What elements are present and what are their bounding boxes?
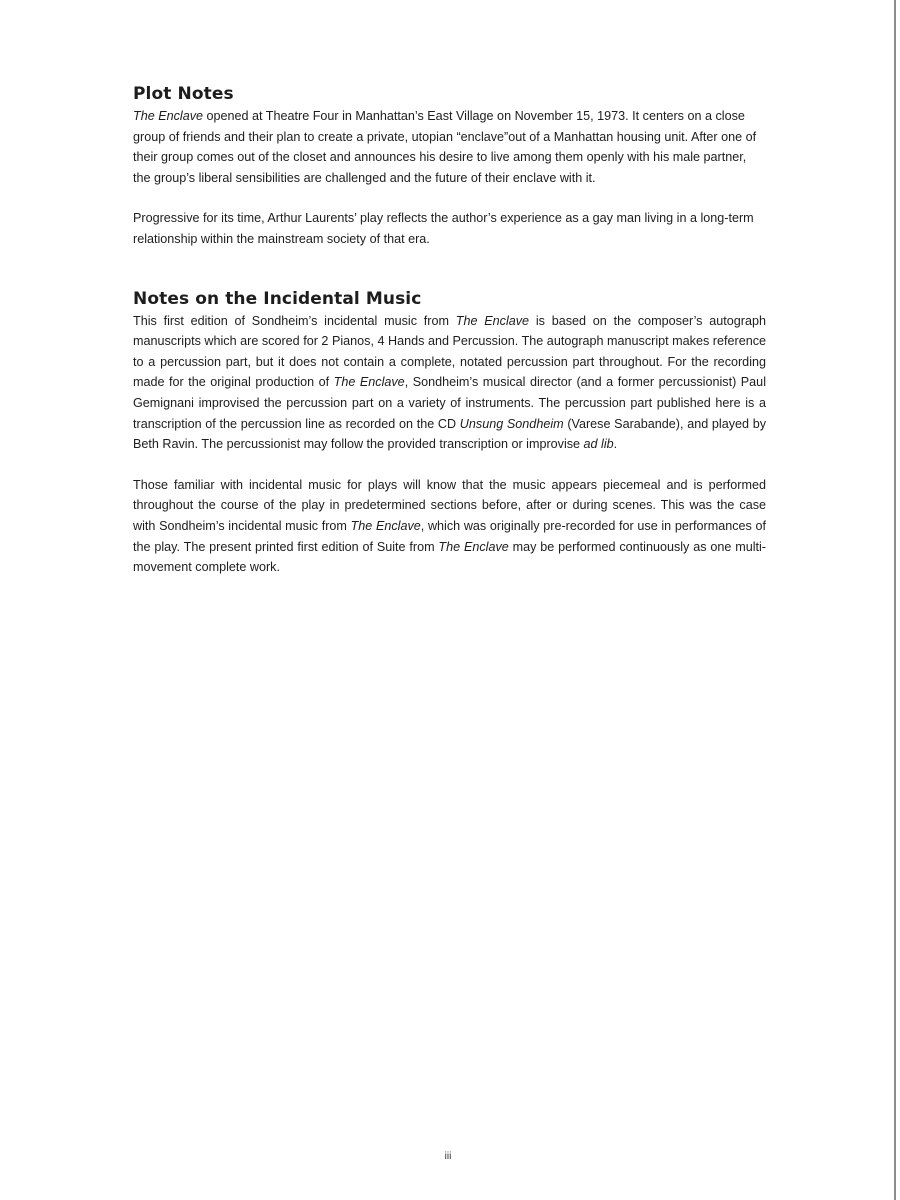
- text-run: may be performed continuously as one multi-movement complete work.: [133, 539, 766, 575]
- text-run: Those familiar with incidental music for plays will know that the music appears piecemeal and is performed throughout the course of the play in predetermined sections before, after or during scenes. This was the case with Sondheim’s incidental music from: [133, 477, 766, 533]
- album-title-italic: Unsung Sondheim: [459, 416, 564, 431]
- text-run: .: [613, 437, 618, 452]
- play-title-italic: The Enclave: [133, 109, 204, 123]
- text-run: , which was originally pre-recorded for use in performances of the play. The present printed first edition of Suite from: [133, 518, 766, 554]
- incidental-music-heading: Notes on the Incidental Music: [133, 288, 422, 309]
- plot-notes-paragraph-1: [133, 106, 766, 188]
- page-content: [133, 82, 766, 578]
- incidental-music-paragraph-2: [133, 475, 766, 578]
- text-run: is based on the composer’s autograph manuscripts which are scored for 2 Pianos, 4 Hands and Percussion. The autograph manuscript makes reference to a percussion part, but it does not contain a complete, notated percussion part throughout. For the recording made for the original production of: [133, 313, 766, 390]
- plot-notes-section: [133, 82, 766, 250]
- text-run: (Varese Sarabande), and played by Beth Ravin. The percussionist may follow the provided transcription or improvise: [133, 416, 767, 452]
- play-title-italic: The Enclave: [438, 539, 509, 554]
- incidental-music-section: [133, 287, 766, 578]
- play-title-italic: The Enclave: [333, 375, 405, 390]
- text-run: , Sondheim’s musical director (and a former percussionist) Paul Gemignani improvised the percussion part on a variety of instruments. The percussion part published here is a transcription of the percussion line as recorded on the CD: [133, 375, 766, 431]
- plot-notes-paragraph-1-text: opened at Theatre Four in Manhattan’s East Village on November 15, 1973. It centers on a close group of friends and their plan to create a private, utopian “enclave”out of a Manhattan housing unit. After one of their group comes out of the closet and announces his desire to live among them openly with his male partner, the group’s liberal sensibilities are challenged and the future of their enclave with it.: [133, 109, 757, 185]
- incidental-music-paragraph-1: [133, 311, 766, 455]
- play-title-italic: The Enclave: [350, 518, 421, 533]
- ad-lib-italic: ad lib: [583, 437, 614, 452]
- page-number: iii: [444, 1151, 452, 1162]
- play-title-italic: The Enclave: [455, 313, 530, 328]
- plot-notes-heading: Plot Notes: [133, 84, 234, 104]
- plot-notes-paragraph-2: Progressive for its time, Arthur Laurents’ play reflects the author’s experience as a gay man living in a long-term relationship within the mainstream society of that era.: [133, 211, 754, 246]
- text-run: This first edition of Sondheim’s incidental music from: [133, 313, 456, 328]
